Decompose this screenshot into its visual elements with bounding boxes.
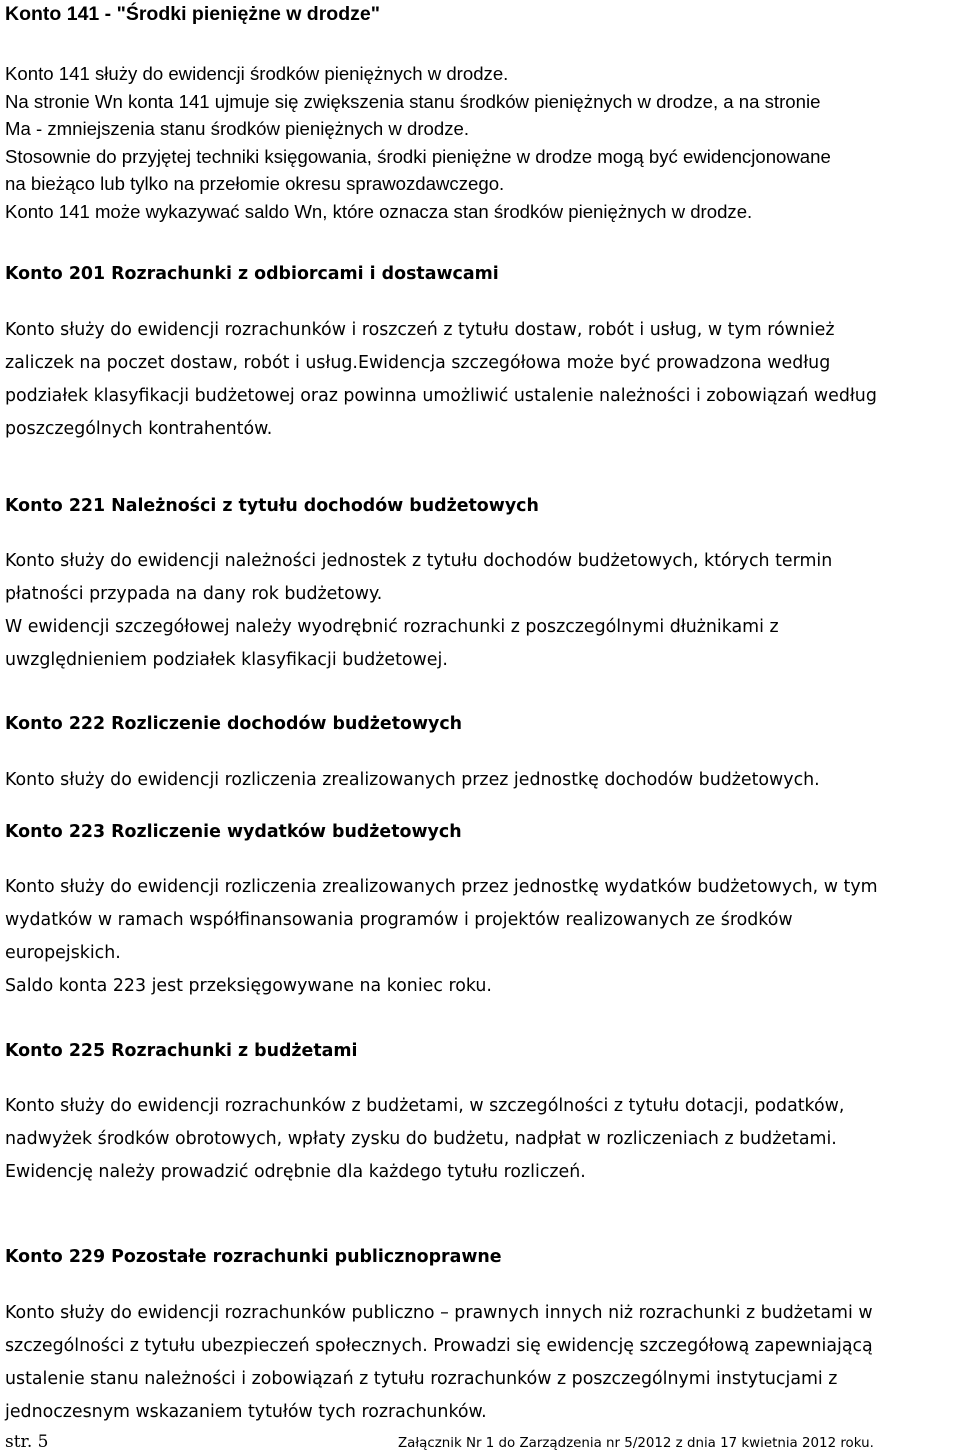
- paragraph-line: jednoczesnym wskazaniem tytułów tych rozrachunków.: [5, 1402, 487, 1422]
- paragraph-line: Konto 141 służy do ewidencji środków pieniężnych w drodze.: [5, 63, 509, 84]
- paragraph-line: na bieżąco lub tylko na przełomie okresu sprawozdawczego.: [5, 173, 505, 194]
- paragraph-line: szczególności z tytułu ubezpieczeń społecznych. Prowadzi się ewidencję szczegółową zapewniającą: [5, 1336, 873, 1356]
- paragraph-line: Ma - zmniejszenia stanu środków pieniężnych w drodze.: [5, 118, 470, 139]
- paragraph-line: Konto służy do ewidencji rozrachunków i roszczeń z tytułu dostaw, robót i usług, w tym również: [5, 320, 835, 340]
- paragraph-line: Saldo konta 223 jest przeksięgowywane na koniec roku.: [5, 976, 492, 996]
- paragraph-line: wydatków w ramach współfinansowania programów i projektów realizowanych ze środków: [5, 910, 793, 930]
- section-heading-222: Konto 222 Rozliczenie dochodów budżetowych: [5, 714, 463, 734]
- paragraph-line: Konto służy do ewidencji rozliczenia zrealizowanych przez jednostkę wydatków budżetowych, w tym: [5, 877, 878, 897]
- paragraph-line: Konto służy do ewidencji rozliczenia zrealizowanych przez jednostkę dochodów budżetowych.: [5, 770, 820, 790]
- section-heading-223: Konto 223 Rozliczenie wydatków budżetowych: [5, 822, 462, 842]
- section-heading-221: Konto 221 Należności z tytułu dochodów budżetowych: [5, 496, 539, 516]
- paragraph-line: europejskich.: [5, 943, 121, 963]
- section-heading-141: Konto 141 - "Środki pieniężne w drodze": [5, 3, 380, 25]
- paragraph-line: nadwyżek środków obrotowych, wpłaty zysku do budżetu, nadpłat w rozliczeniach z budżetami.: [5, 1129, 837, 1149]
- paragraph-line: poszczególnych kontrahentów.: [5, 419, 273, 439]
- paragraph-line: Konto 141 może wykazywać saldo Wn, które oznacza stan środków pieniężnych w drodze.: [5, 201, 753, 222]
- paragraph-line: Ewidencję należy prowadzić odrębnie dla każdego tytułu rozliczeń.: [5, 1162, 586, 1182]
- section-heading-201: Konto 201 Rozrachunki z odbiorcami i dostawcami: [5, 264, 499, 284]
- paragraph-line: zaliczek na poczet dostaw, robót i usług.Ewidencja szczegółowa może być prowadzona według: [5, 353, 831, 373]
- paragraph-line: Konto służy do ewidencji należności jednostek z tytułu dochodów budżetowych, których termin: [5, 551, 833, 571]
- footer-note: Załącznik Nr 1 do Zarządzenia nr 5/2012 z dnia 17 kwietnia 2012 roku.: [398, 1436, 874, 1451]
- paragraph-line: uwzględnieniem podziałek klasyfikacji budżetowej.: [5, 650, 448, 670]
- paragraph-line: Stosownie do przyjętej techniki księgowania, środki pieniężne w drodze mogą być ewidencjonowane: [5, 146, 831, 167]
- paragraph-line: płatności przypada na dany rok budżetowy.: [5, 584, 383, 604]
- section-heading-225: Konto 225 Rozrachunki z budżetami: [5, 1041, 358, 1061]
- section-heading-229: Konto 229 Pozostałe rozrachunki publicznoprawne: [5, 1247, 502, 1267]
- page-number: str. 5: [5, 1432, 49, 1452]
- paragraph-line: Konto służy do ewidencji rozrachunków publiczno – prawnych innych niż rozrachunki z budżetami w: [5, 1303, 873, 1323]
- paragraph-line: Konto służy do ewidencji rozrachunków z budżetami, w szczególności z tytułu dotacji, podatków,: [5, 1096, 845, 1116]
- paragraph-line: W ewidencji szczegółowej należy wyodrębnić rozrachunki z poszczególnymi dłużnikami z: [5, 617, 779, 637]
- paragraph-line: Na stronie Wn konta 141 ujmuje się zwiększenia stanu środków pieniężnych w drodze, a na stronie: [5, 91, 821, 112]
- paragraph-line: ustalenie stanu należności i zobowiązań z tytułu rozrachunków z poszczególnymi instytucjami z: [5, 1369, 838, 1389]
- paragraph-line: podziałek klasyfikacji budżetowej oraz powinna umożliwić ustalenie należności i zobowiązań według: [5, 386, 877, 406]
